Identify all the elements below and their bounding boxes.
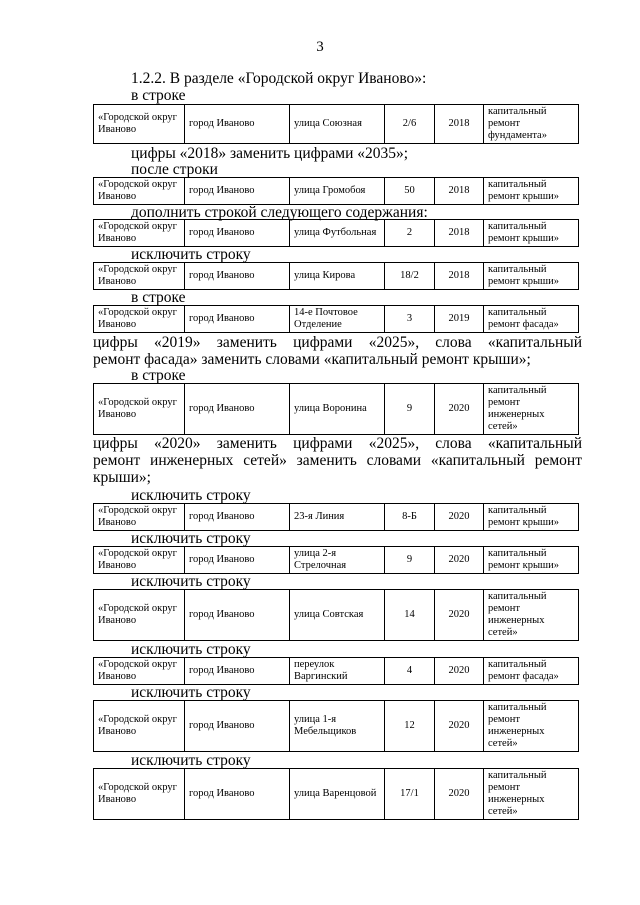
- cell-year: 2018: [435, 220, 484, 247]
- table-row: [93, 305, 579, 333]
- cell-city: город Иваново: [185, 178, 290, 205]
- cell-work-type: капитальный ремонт инженерных сетей»: [484, 769, 579, 820]
- cell-city: город Иваново: [185, 384, 290, 435]
- cell-street: 23-я Линия: [290, 504, 385, 531]
- cell-year: 2020: [435, 590, 484, 641]
- table-row: [93, 589, 579, 641]
- cell-house: 2/6: [385, 105, 435, 144]
- cell-year: 2020: [435, 504, 484, 531]
- cell-work-type: капитальный ремонт крыши»: [484, 178, 579, 205]
- cell-year: 2018: [435, 105, 484, 144]
- cell-house: 4: [385, 658, 435, 685]
- table-row: [93, 177, 579, 205]
- cell-street: улица Громобоя: [290, 178, 385, 205]
- instruction-in-row: в строке: [131, 289, 186, 306]
- instruction-in-row: в строке: [131, 87, 186, 104]
- instruction-exclude-row: исключить строку: [131, 530, 251, 547]
- cell-street: улица Воронина: [290, 384, 385, 435]
- cell-city: город Иваново: [185, 306, 290, 333]
- cell-street: улица Кирова: [290, 263, 385, 290]
- cell-work-type: капитальный ремонт фундамента»: [484, 105, 579, 144]
- cell-city: город Иваново: [185, 547, 290, 574]
- cell-municipality: «Городской округ Иваново: [94, 384, 185, 435]
- cell-work-type: капитальный ремонт инженерных сетей»: [484, 590, 579, 641]
- table-row: [93, 262, 579, 290]
- instruction-exclude-row: исключить строку: [131, 641, 251, 658]
- cell-street: 14-е Почтовое Отделение: [290, 306, 385, 333]
- cell-municipality: «Городской округ Иваново: [94, 590, 185, 641]
- cell-municipality: «Городской округ Иваново: [94, 105, 185, 144]
- cell-municipality: «Городской округ Иваново: [94, 178, 185, 205]
- cell-municipality: «Городской округ Иваново: [94, 547, 185, 574]
- instruction-exclude-row: исключить строку: [131, 752, 251, 769]
- instruction-replace-line-2: ремонт инженерных сетей» заменить словами «капитальный ремонт: [93, 452, 582, 469]
- table-row: [93, 768, 579, 820]
- section-heading: 1.2.2. В разделе «Городской округ Иваново»:: [131, 70, 427, 87]
- cell-street: улица Союзная: [290, 105, 385, 144]
- cell-house: 9: [385, 547, 435, 574]
- cell-house: 8-Б: [385, 504, 435, 531]
- cell-city: город Иваново: [185, 590, 290, 641]
- cell-work-type: капитальный ремонт инженерных сетей»: [484, 701, 579, 752]
- cell-municipality: «Городской округ Иваново: [94, 306, 185, 333]
- cell-year: 2019: [435, 306, 484, 333]
- cell-street: улица Футбольная: [290, 220, 385, 247]
- cell-house: 2: [385, 220, 435, 247]
- cell-year: 2018: [435, 178, 484, 205]
- cell-year: 2020: [435, 547, 484, 574]
- cell-street: улица Совтская: [290, 590, 385, 641]
- cell-year: 2020: [435, 769, 484, 820]
- table-row: [93, 219, 579, 247]
- cell-house: 3: [385, 306, 435, 333]
- cell-city: город Иваново: [185, 220, 290, 247]
- cell-work-type: капитальный ремонт крыши»: [484, 547, 579, 574]
- instruction-exclude-row: исключить строку: [131, 246, 251, 263]
- cell-street: улица 1-я Мебельщиков: [290, 701, 385, 752]
- cell-house: 14: [385, 590, 435, 641]
- instruction-replace-line-2: ремонт фасада» заменить словами «капитальный ремонт крыши»;: [93, 351, 531, 368]
- cell-year: 2020: [435, 701, 484, 752]
- cell-house: 9: [385, 384, 435, 435]
- cell-municipality: «Городской округ Иваново: [94, 504, 185, 531]
- cell-work-type: капитальный ремонт инженерных сетей»: [484, 384, 579, 435]
- cell-municipality: «Городской округ Иваново: [94, 263, 185, 290]
- cell-work-type: капитальный ремонт крыши»: [484, 504, 579, 531]
- table-row: [93, 503, 579, 531]
- cell-street: улица 2-я Стрелочная: [290, 547, 385, 574]
- cell-city: город Иваново: [185, 504, 290, 531]
- instruction-replace-line-1: цифры «2019» заменить цифрами «2025», слова «капитальный: [93, 334, 582, 351]
- cell-year: 2018: [435, 263, 484, 290]
- cell-work-type: капитальный ремонт фасада»: [484, 306, 579, 333]
- cell-house: 18/2: [385, 263, 435, 290]
- cell-city: город Иваново: [185, 769, 290, 820]
- instruction-after-row: после строки: [131, 161, 218, 178]
- instruction-replace-digits: цифры «2018» заменить цифрами «2035»;: [131, 145, 409, 162]
- cell-year: 2020: [435, 658, 484, 685]
- page-number: 3: [316, 39, 324, 55]
- cell-house: 17/1: [385, 769, 435, 820]
- table-row: [93, 104, 579, 144]
- cell-work-type: капитальный ремонт крыши»: [484, 220, 579, 247]
- cell-work-type: капитальный ремонт фасада»: [484, 658, 579, 685]
- cell-year: 2020: [435, 384, 484, 435]
- cell-house: 12: [385, 701, 435, 752]
- cell-street: улица Варенцовой: [290, 769, 385, 820]
- cell-city: город Иваново: [185, 105, 290, 144]
- table-row: [93, 700, 579, 752]
- cell-municipality: «Городской округ Иваново: [94, 220, 185, 247]
- instruction-exclude-row: исключить строку: [131, 487, 251, 504]
- table-row: [93, 657, 579, 685]
- cell-city: город Иваново: [185, 263, 290, 290]
- cell-municipality: «Городской округ Иваново: [94, 701, 185, 752]
- cell-municipality: «Городской округ Иваново: [94, 769, 185, 820]
- instruction-add-row: дополнить строкой следующего содержания:: [131, 204, 428, 221]
- cell-work-type: капитальный ремонт крыши»: [484, 263, 579, 290]
- instruction-replace-line-3: крыши»;: [93, 469, 151, 486]
- table-row: [93, 383, 579, 435]
- cell-street: переулок Варгинский: [290, 658, 385, 685]
- instruction-in-row: в строке: [131, 367, 186, 384]
- cell-municipality: «Городской округ Иваново: [94, 658, 185, 685]
- cell-city: город Иваново: [185, 658, 290, 685]
- cell-house: 50: [385, 178, 435, 205]
- instruction-exclude-row: исключить строку: [131, 573, 251, 590]
- instruction-replace-line-1: цифры «2020» заменить цифрами «2025», слова «капитальный: [93, 435, 582, 452]
- cell-city: город Иваново: [185, 701, 290, 752]
- instruction-exclude-row: исключить строку: [131, 684, 251, 701]
- table-row: [93, 546, 579, 574]
